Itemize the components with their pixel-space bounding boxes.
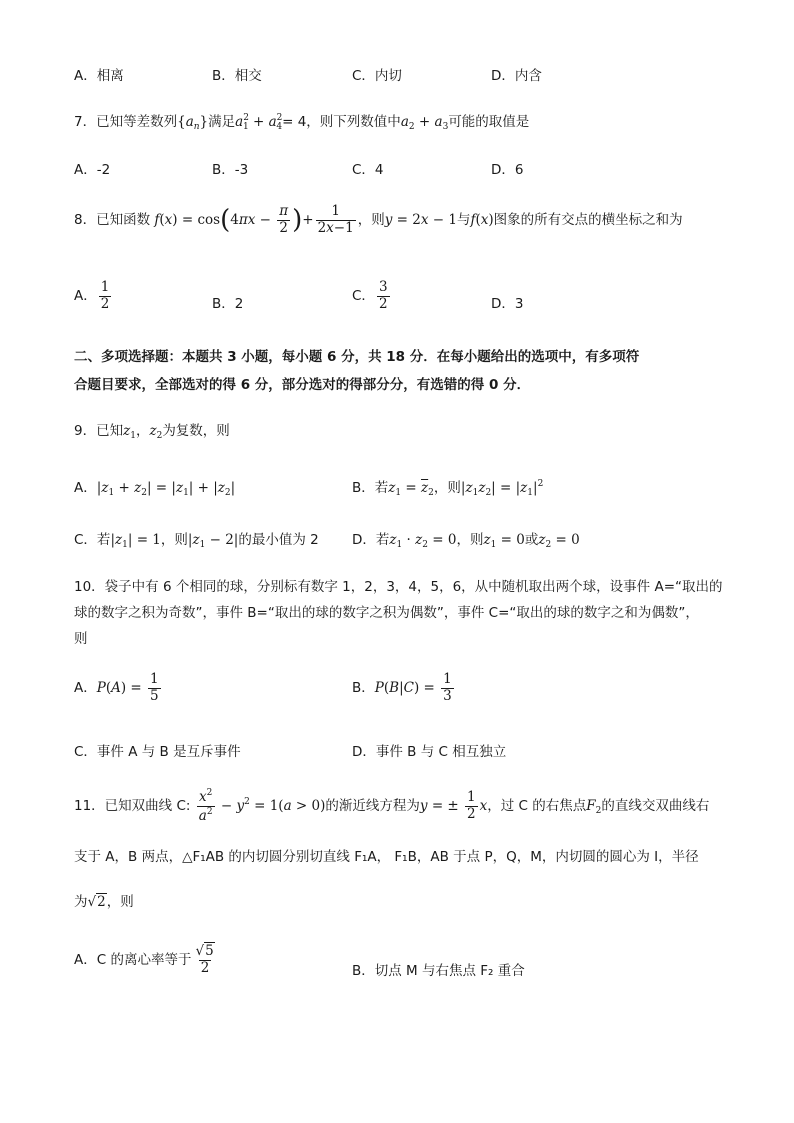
section2-line2: 合题目要求，全部选对的得 6 分，部分选对的得部分分，有选错的得 0 分．: [74, 377, 531, 393]
q10-line2: 球的数字之积为奇数”，事件 B=“取出的球的数字之积为偶数”，事件 C=“取出的球的数字之和为偶数”，: [74, 605, 699, 621]
q10-line1: 10．袋子中有 6 个相同的球，分别标有数字 1，2，3，4，5，6，从中随机取出两个球，设事件 A=“取出的: [74, 579, 723, 595]
q9-option-d: D．若$z_1 \cdot z_2 = 0$，则$z_1 = 0$或$z_2 = 0$: [352, 532, 580, 550]
q9-option-a: A．$|z_1 + z_2| = |z_1| + |z_2|$: [74, 480, 236, 498]
section2-line1: 二、多项选择题：本题共 3 小题，每小题 6 分，共 18 分．在每小题给出的选项中，有多项符: [74, 349, 640, 365]
q11-option-a: A．C 的离心率等于 $\frac{√5}{2}$: [74, 943, 214, 976]
q9-option-b: B．若$z_1 = \overline{z}_2$，则$|z_1z_2| = |z_1|^2$: [352, 479, 544, 498]
q6-option-c: C．内切: [352, 68, 402, 84]
q11-line2: 支于 A，B 两点，△F₁AB 的内切圆分别切直线 F₁A， F₁B，AB 于点 P，Q，M，内切圆的圆心为 I，半径: [74, 849, 699, 865]
q6-option-b: B．相交: [212, 68, 262, 84]
q7-option-c: C．4: [352, 162, 384, 178]
q6-option-d: D．内含: [491, 68, 542, 84]
q11-line3: 为√2，则: [74, 894, 134, 910]
q8-stem: 8．已知函数 f(x) = cos(4πx − $\frac{\pi}{2}$ )+ $\frac{1}{2x-1}$ ，则y = 2x − 1与f(x)图象的所有交点的横坐标之和为: [74, 203, 683, 236]
q7-option-d: D．6: [491, 162, 524, 178]
q9-stem: 9．已知$z_1$，$z_2$为复数，则: [74, 423, 230, 441]
q8-option-c: C． $\frac{3}{2}$: [352, 279, 388, 312]
q8-option-a: A． $\frac{1}{2}$: [74, 279, 110, 312]
q6-option-a: A．相离: [74, 68, 124, 84]
q8-option-d: D．3: [491, 296, 524, 312]
q11-option-b: B．切点 M 与右焦点 F₂ 重合: [352, 963, 525, 979]
q11-line1: 11．已知双曲线 C: $\frac{x^2}{a^2}$ − $y^2 = 1(a > 0)$的渐近线方程为y = ± $\frac{1}{2}$ x，过 C 的右焦点$F_2$的直线交双曲线右: [74, 788, 710, 824]
q9-option-c: C．若$|z_1| = 1$，则$|z_1 - 2|$的最小值为 2: [74, 532, 319, 550]
q10-option-a: A．P(A) = $\frac{1}{5}$: [74, 671, 159, 704]
q10-line3: 则: [74, 631, 88, 647]
q7-stem: 7．已知等差数列$\{a_n\}$满足$a^2_1 + a^2_4= 4$，则下列数值中$a_2 + a_3$可能的取值是: [74, 113, 530, 132]
q7-option-a: A．-2: [74, 162, 111, 178]
q10-option-b: B．P(B|C) = $\frac{1}{3}$: [352, 671, 452, 704]
q8-option-b: B．2: [212, 296, 244, 312]
q10-option-c: C．事件 A 与 B 是互斥事件: [74, 744, 241, 760]
q7-option-b: B．-3: [212, 162, 249, 178]
q10-option-d: D．事件 B 与 C 相互独立: [352, 744, 507, 760]
